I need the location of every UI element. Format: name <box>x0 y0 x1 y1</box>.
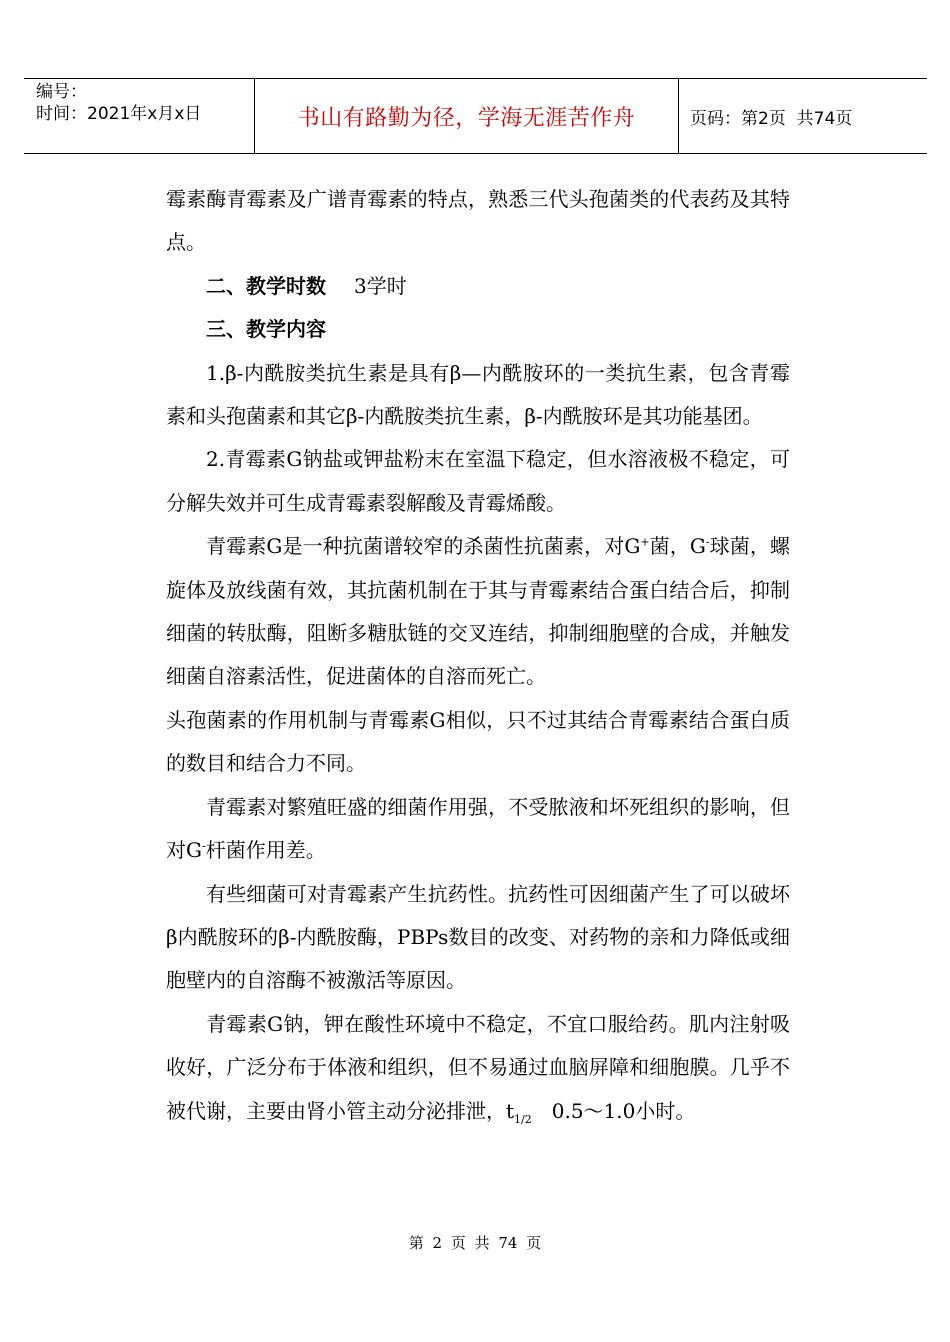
header-page-info: 页码：第2页 共74页 <box>690 108 853 129</box>
page-footer: 第 2 页 共 74 页 <box>408 1234 542 1252</box>
heading-label: 三、教学内容 <box>206 317 326 342</box>
section-heading-hours <box>166 265 790 308</box>
document-body <box>166 178 790 1133</box>
header-motto: 书山有路勤为径，学海无涯苦作舟 <box>297 105 636 131</box>
paragraph-pharmacokinetics: 青霉素G钠，钾在酸性环境中不稳定，不宜口服给药。肌内注射吸收好，广泛分布于体液和组织，但不易通过血脑屏障和细胞膜。几乎不被代谢，主要由肾小管主动分泌排泄，$t_{1/2}$ 0.5～1.0小时。 <box>166 1011 790 1126</box>
paragraph-effect: 青霉素对繁殖旺盛的细菌作用强，不受脓液和坏死组织的影响，但对G-杆菌作用差。 <box>166 794 790 863</box>
doc-time-label: 时间：2021年x月x日 <box>36 104 202 124</box>
section-heading-content <box>166 308 790 351</box>
paragraph-stability: 2.青霉素G钠盐或钾盐粉末在室温下稳定，但水溶液极不稳定，可分解失效并可生成青霉素裂解酸及青霉烯酸。 <box>166 447 790 515</box>
paragraph-objectives-cont: 霉素酶青霉素及广谱青霉素的特点，熟悉三代头孢菌类的代表药及其特点。 <box>166 187 790 255</box>
header-meta <box>36 81 201 125</box>
hours-value: 3学时 <box>354 273 407 298</box>
paragraph-resistance: 有些细菌可对青霉素产生抗药性。抗药性可因细菌产生了可以破坏β内酰胺环的β-内酰胺酶，PBPs数目的改变、对药物的亲和力降低或细胞壁内的自溶酶不被激活等原因。 <box>166 881 790 993</box>
paragraph-beta-lactam: 1.β-内酰胺类抗生素是具有β—内酰胺环的一类抗生素，包含青霉素和头孢菌素和其它β-内酰胺类抗生素，β-内酰胺环是其功能基团。 <box>166 360 790 429</box>
page-header <box>24 78 927 154</box>
heading-label: 二、教学时数 <box>206 273 326 298</box>
doc-number-label: 编号： <box>36 82 87 102</box>
header-divider <box>678 79 679 153</box>
paragraph-mechanism: 青霉素G是一种抗菌谱较窄的杀菌性抗菌素，对G+菌，G-球菌，螺旋体及放线菌有效，其抗菌机制在于其与青霉素结合蛋白结合后，抑制细菌的转肽酶，阻断多糖肽链的交叉连结，抑制细胞壁的合成，并触发细菌自溶素活性，促进菌体的自溶而死亡。 头孢菌素的作用机制与青霉素G相似，只不过其结合青霉素结合蛋白质的数目和结合力不同。 <box>166 534 791 776</box>
